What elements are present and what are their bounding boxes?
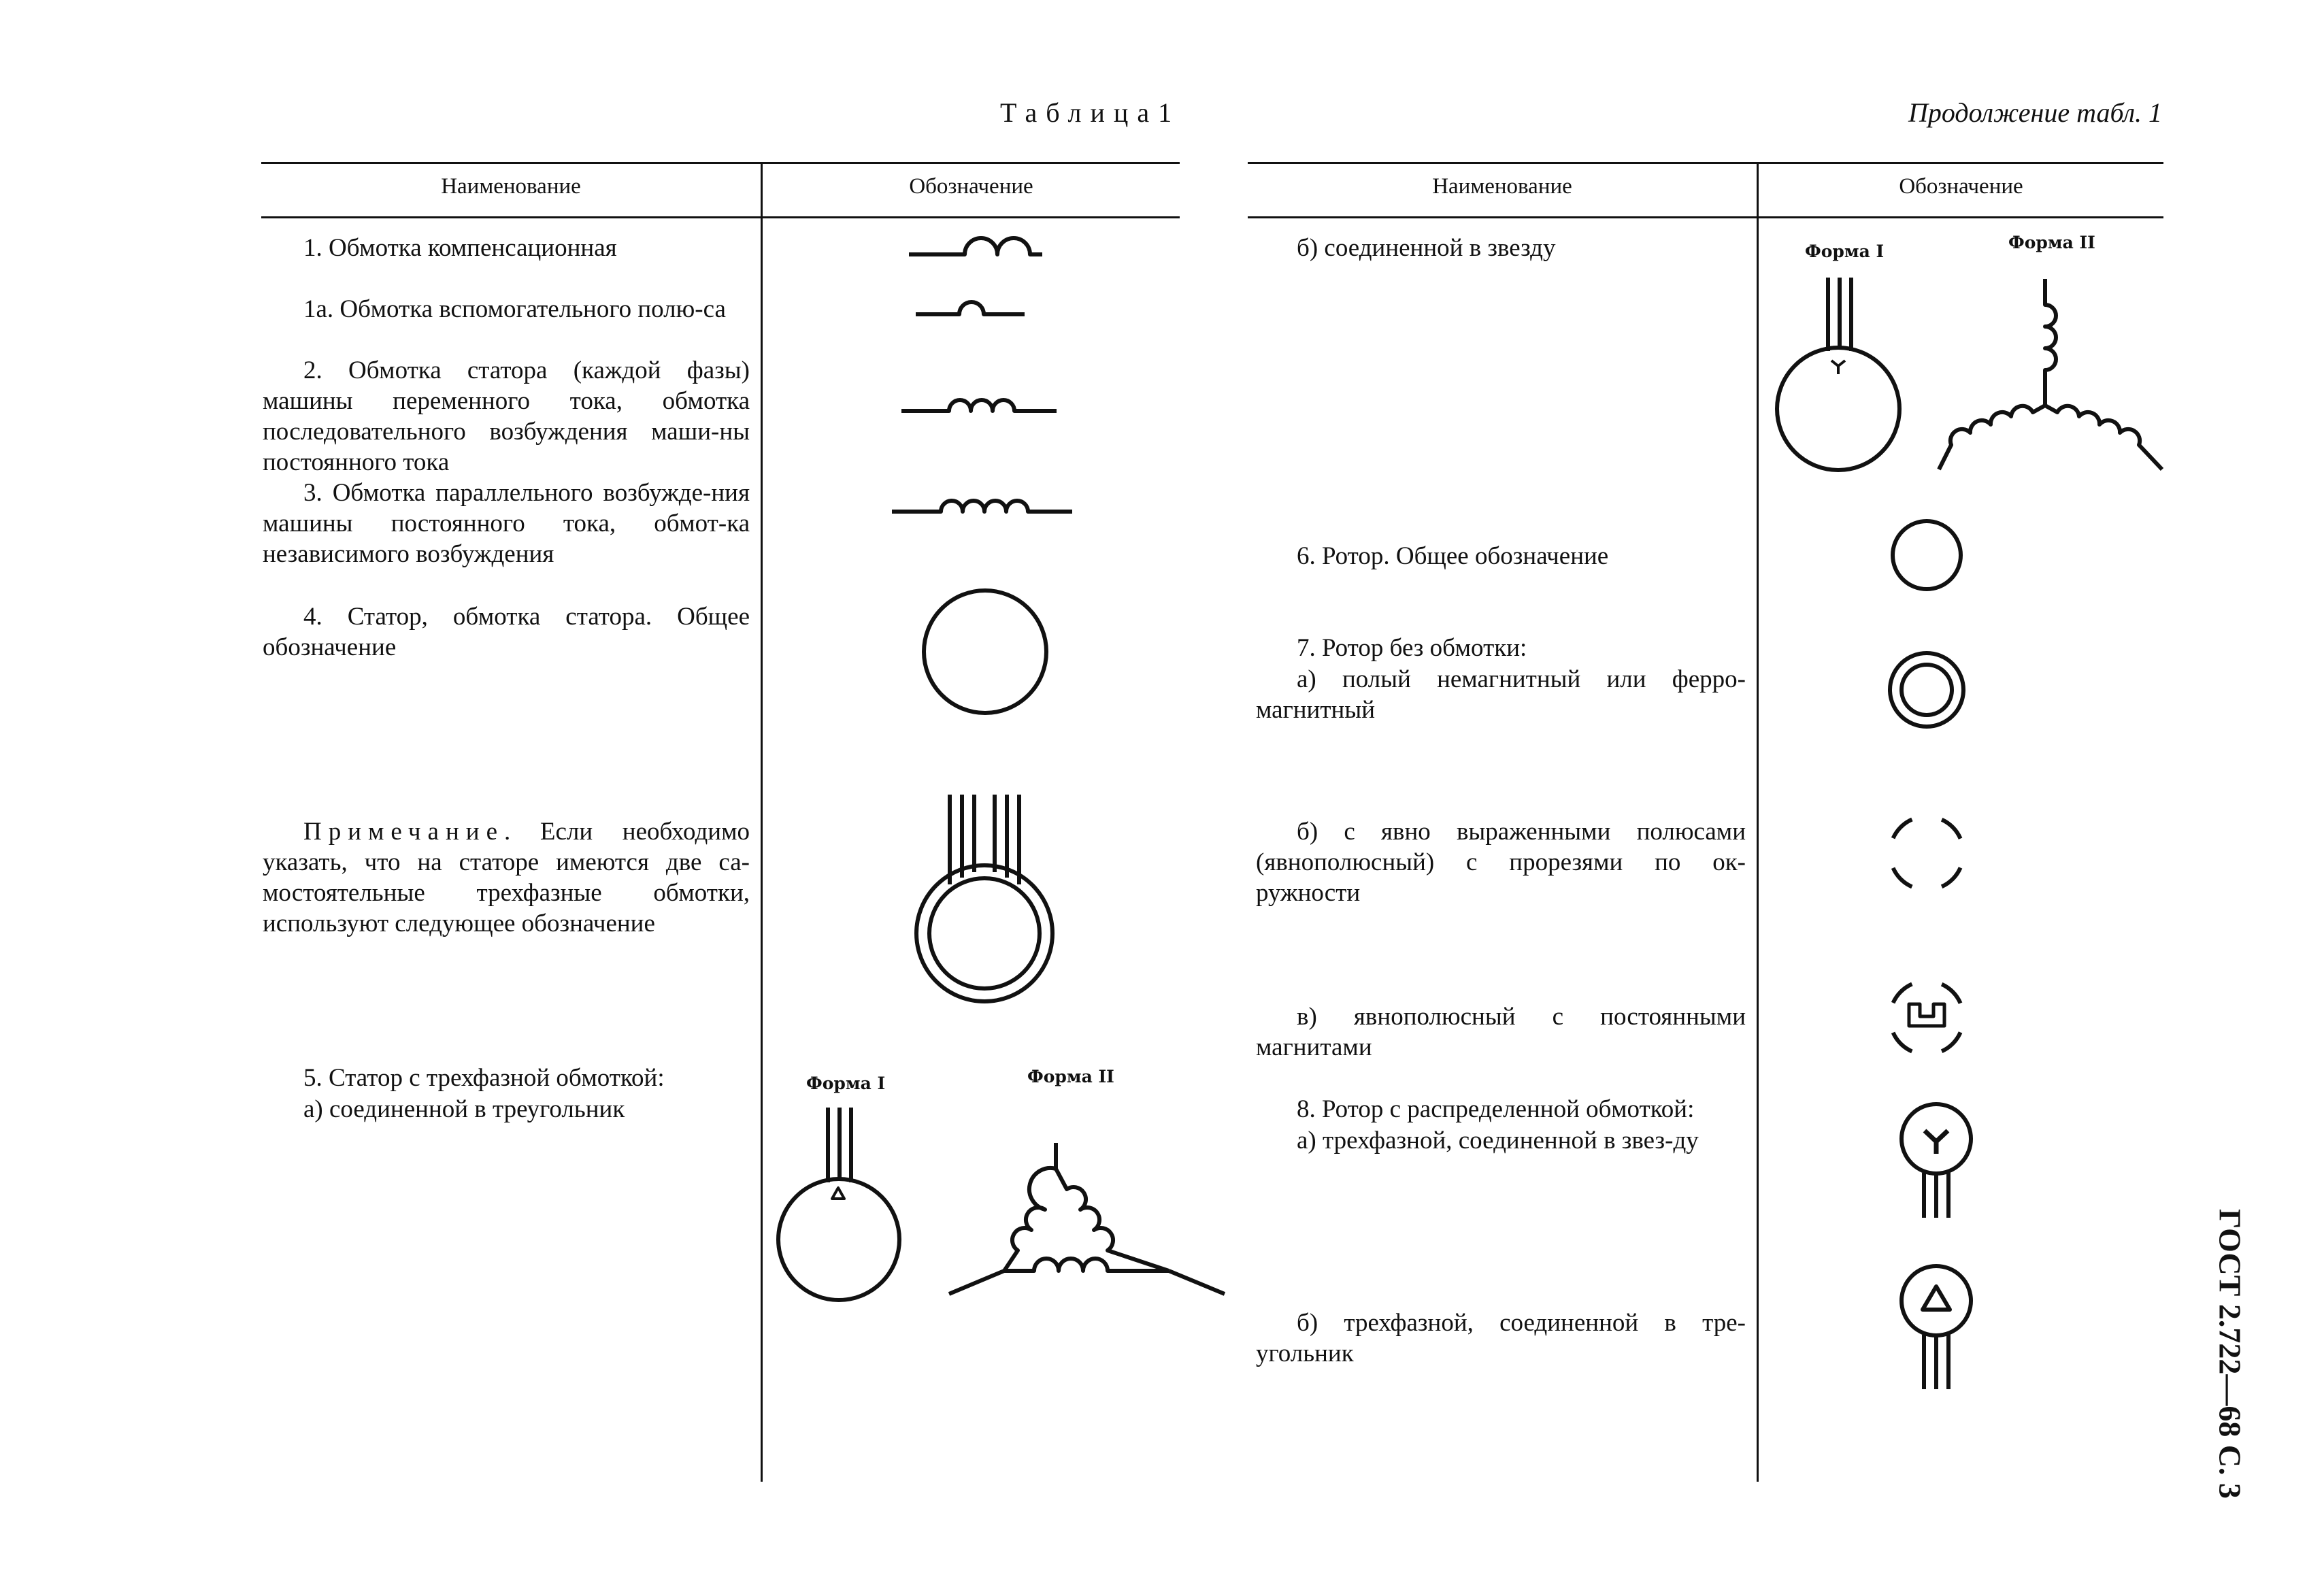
stator-winding-symbol [901,400,1057,411]
left-header-name: Наименование [441,174,581,199]
compensation-winding-symbol [909,238,1042,254]
row-2-name: 2. Обмотка статора (каждой фазы) машины переменного тока, обмотка последовательного возбуждения маши-ны постоянного тока [263,356,750,476]
note-text: . Если необходимо указать, что на статоре имеются две са-мостоятельные трехфазные обмотки, используют следующее обозначение [263,818,750,937]
row-7-title: 7. Ротор без обмотки: [1297,634,1527,662]
form-2-label-left: Форма II [1027,1067,1114,1086]
row-7b-name: б) с явно выраженными полюсами (явнополюсный) с прорезями по ок-ружности [1256,818,1746,907]
note-title: Примечание [303,818,504,846]
auxiliary-pole-winding-symbol [916,302,1025,314]
stator-delta-form2-symbol [949,1143,1225,1294]
row-8b-name: б) трехфазной, соединенной в тре-угольник [1256,1309,1746,1367]
row-3-name: 3. Обмотка параллельного возбужде-ния машины постоянного тока, обмот-ка независимого возбуждения [263,479,750,568]
row-5b-name: б) соединенной в звезду [1297,234,1556,262]
row-5a-name: а) соединенной в треугольник [303,1095,625,1123]
stator-circle-symbol [924,591,1046,713]
form-2-label-right: Форма II [2008,233,2095,252]
row-4-name: 4. Статор, обмотка статора. Общее обозначение [263,603,750,661]
parallel-excitation-winding-symbol [892,501,1072,512]
form-1-label-right: Форма I [1805,242,1885,261]
stator-delta-form1-symbol [778,1108,899,1300]
rotor-star-winding-symbol [1902,1104,1971,1218]
left-header-designation: Обозначение [909,174,1033,199]
rotor-delta-winding-symbol [1902,1266,1971,1389]
row-7c-name: в) явнополюсный с постоянными магнитами [1256,1003,1746,1061]
left-table-caption: Таблица1 [1000,97,1181,128]
rotor-salient-pole-symbol [1890,816,1963,890]
stator-star-form2-symbol [1939,279,2162,469]
row-1-name: 1. Обмотка компенсационная [303,234,617,262]
row-8a-name: а) трехфазной, соединенной в звез-ду [1297,1127,1699,1154]
right-table-caption: Продолжение табл. 1 [1908,97,2163,128]
gost-side-label-text: ГОСТ 2.722—68 С. 3 [2212,1208,2248,1499]
two-winding-stator-symbol [916,795,1052,1001]
stator-star-form1-symbol [1777,278,1899,470]
gost-side-label [2203,1177,2257,1531]
rotor-permanent-magnet-symbol [1890,981,1963,1054]
right-header-name: Наименование [1432,174,1572,199]
rotor-circle-symbol [1893,521,1961,589]
rotor-hollow-symbol [1890,653,1963,727]
row-7a-name: а) полый немагнитный или ферро-магнитный [1256,665,1746,724]
row-8-title: 8. Ротор с распределенной обмоткой: [1297,1095,1695,1123]
row-6-name: 6. Ротор. Общее обозначение [1297,542,1609,570]
right-header-designation: Обозначение [1899,174,2023,199]
form-1-label-left: Форма I [806,1074,886,1093]
row-5-title: 5. Статор с трехфазной обмоткой: [303,1064,665,1092]
row-1a-name: 1а. Обмотка вспомогательного полю-са [303,295,726,323]
